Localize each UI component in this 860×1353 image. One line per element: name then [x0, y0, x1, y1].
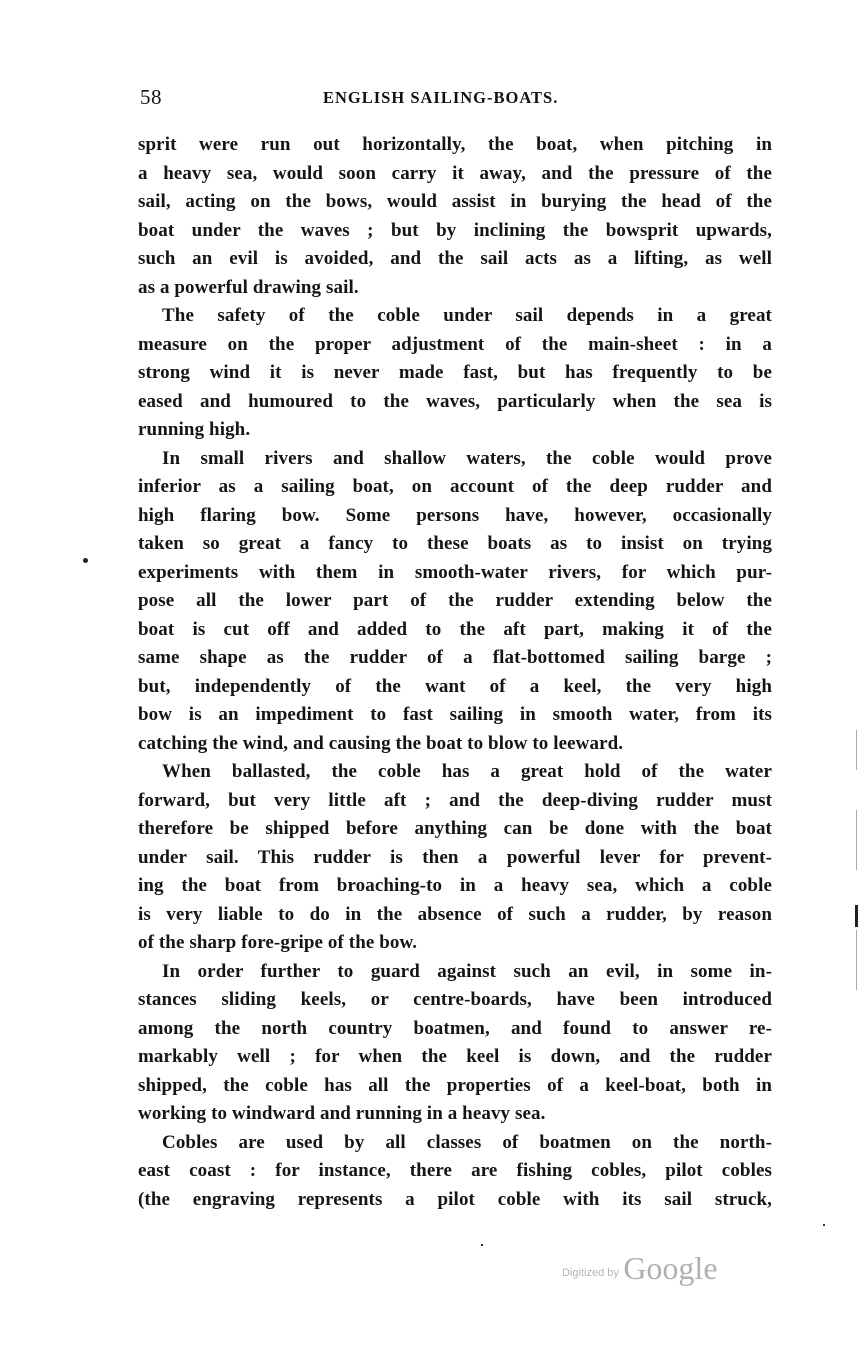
- text-line: under sail. This rudder is then a powerful lever for prevent-: [138, 846, 772, 868]
- text-line: markably well ; for when the keel is down, and the rudder: [138, 1046, 772, 1067]
- text-line: taken so great a fancy to these boats as to insist on trying: [138, 533, 772, 554]
- text-line: ing the boat from broaching-to in a heavy sea, which a coble: [138, 875, 772, 896]
- text-line: such an evil is avoided, and the sail acts as a lifting, as well: [138, 248, 772, 269]
- text-line: inferior as a sailing boat, on account of the deep rudder and: [138, 476, 772, 497]
- text-line: running high.: [138, 419, 251, 440]
- text-line: sprit were run out horizontally, the boat, when pitching in: [138, 134, 772, 155]
- text-line: stances sliding keels, or centre-boards, have been introduced: [138, 989, 772, 1010]
- page-header: [140, 85, 772, 111]
- page-number: 58: [140, 85, 162, 109]
- text-line: eased and humoured to the waves, particularly when the sea is: [138, 390, 772, 412]
- digitized-by-google-watermark: [562, 1250, 718, 1287]
- text-line: of the sharp fore-gripe of the bow.: [138, 932, 418, 953]
- text-line: but, independently of the want of a keel, the very high: [138, 675, 772, 697]
- text-line: same shape as the rudder of a flat-bottomed sailing barge ;: [138, 647, 772, 668]
- paragraph: [138, 758, 772, 958]
- text-line: among the north country boatmen, and found to answer re-: [138, 1017, 772, 1039]
- text-line: strong wind it is never made fast, but has frequently to be: [138, 362, 772, 383]
- body-text: [138, 131, 772, 1214]
- text-line: east coast : for instance, there are fishing cobles, pilot cobles: [138, 1160, 772, 1181]
- paragraph: [138, 131, 772, 302]
- text-line: experiments with them in smooth-water rivers, for which pur-: [138, 561, 772, 583]
- scan-speck: [481, 1244, 483, 1246]
- scan-edge-mark: [856, 730, 857, 770]
- scan-edge-mark: [856, 930, 857, 990]
- paragraph: [138, 958, 772, 1129]
- scan-speck: [83, 558, 88, 563]
- text-line: therefore be shipped before anything can be done with the boat: [138, 818, 772, 839]
- paragraph: [138, 302, 772, 445]
- text-line: working to windward and running in a heavy sea.: [138, 1103, 546, 1124]
- text-line: is very liable to do in the absence of such a rudder, by reason: [138, 903, 772, 925]
- text-line: a heavy sea, would soon carry it away, and the pressure of the: [138, 162, 772, 184]
- text-line: measure on the proper adjustment of the main-sheet : in a: [138, 333, 772, 355]
- scan-edge-mark: [855, 905, 858, 927]
- text-line: boat is cut off and added to the aft part, making it of the: [138, 618, 772, 640]
- watermark-prefix: Digitized by: [562, 1267, 619, 1279]
- text-line: boat under the waves ; but by inclining the bowsprit upwards,: [138, 219, 772, 241]
- text-line: The safety of the coble under sail depends in a great: [162, 305, 772, 326]
- text-line: When ballasted, the coble has a great hold of the water: [162, 761, 772, 782]
- text-line: In order further to guard against such an evil, in some in-: [162, 960, 772, 982]
- text-line: as a powerful drawing sail.: [138, 276, 359, 298]
- text-line: In small rivers and shallow waters, the coble would prove: [162, 447, 772, 469]
- text-line: (the engraving represents a pilot coble with its sail struck,: [138, 1188, 772, 1210]
- text-line: Cobles are used by all classes of boatmen on the north-: [162, 1131, 772, 1153]
- scan-speck: [823, 1224, 825, 1226]
- text-line: sail, acting on the bows, would assist in burying the head of the: [138, 191, 772, 212]
- text-line: shipped, the coble has all the properties of a keel-boat, both in: [138, 1074, 772, 1096]
- scan-edge-mark: [856, 810, 857, 870]
- text-line: bow is an impediment to fast sailing in smooth water, from its: [138, 704, 772, 725]
- text-line: high flaring bow. Some persons have, however, occasionally: [138, 504, 772, 526]
- text-line: pose all the lower part of the rudder extending below the: [138, 590, 772, 611]
- paragraph: [138, 1129, 772, 1215]
- google-logo-text: Google: [623, 1250, 718, 1286]
- running-head: ENGLISH SAILING-BOATS.: [323, 88, 559, 107]
- text-line: catching the wind, and causing the boat to blow to leeward.: [138, 732, 624, 754]
- paragraph: [138, 445, 772, 759]
- text-line: forward, but very little aft ; and the deep-diving rudder must: [138, 789, 772, 811]
